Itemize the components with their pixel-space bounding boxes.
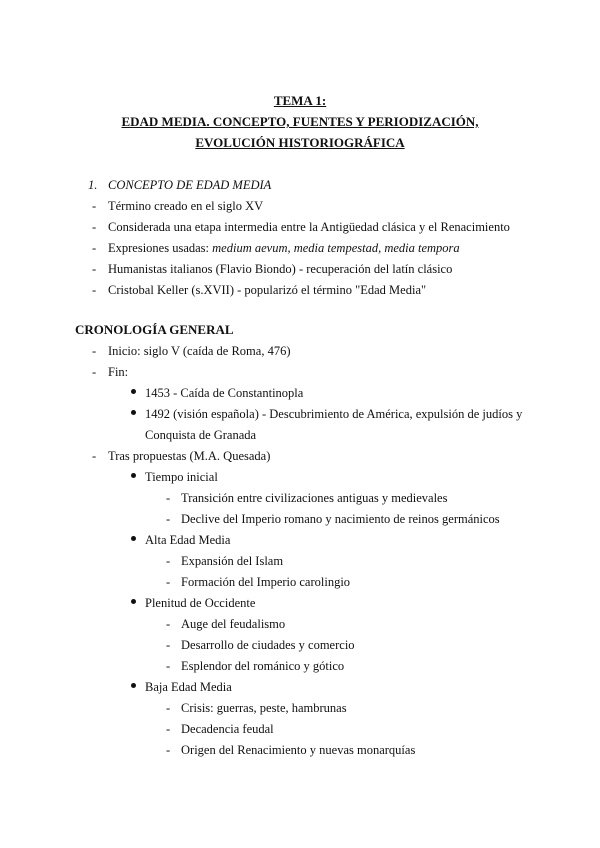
- dash-marker: -: [92, 344, 97, 358]
- dash-marker: -: [166, 659, 171, 673]
- list-item-fin: Fin:: [108, 365, 129, 379]
- bullet-dot: [131, 473, 136, 478]
- bullet-dot: [131, 599, 136, 604]
- period-item: Esplendor del románico y gótico: [181, 659, 345, 673]
- fin-item: 1453 - Caída de Constantinopla: [145, 386, 304, 400]
- dash-marker: -: [92, 283, 97, 297]
- bullet-dot: [131, 389, 136, 394]
- period-name: Baja Edad Media: [145, 680, 232, 694]
- dash-marker: -: [166, 512, 171, 526]
- page-title-line-1: TEMA 1:: [273, 93, 327, 108]
- list-item: Cristobal Keller (s.XVII) - popularizó el término "Edad Media": [108, 283, 427, 297]
- period-item: Origen del Renacimiento y nuevas monarquías: [181, 743, 416, 757]
- dash-marker: -: [166, 617, 171, 631]
- expressions-terms: medium aevum, media tempestad, media tempora: [212, 241, 460, 255]
- dash-marker: -: [92, 241, 97, 255]
- period-item: Crisis: guerras, peste, hambrunas: [181, 701, 347, 715]
- page-title-line-3: EVOLUCIÓN HISTORIOGRÁFICA: [195, 135, 405, 150]
- section2-title: CRONOLOGÍA GENERAL: [75, 322, 234, 337]
- period-item: Desarrollo de ciudades y comercio: [181, 638, 355, 652]
- fin-item-continuation: Conquista de Granada: [145, 428, 257, 442]
- period-name: Tiempo inicial: [145, 470, 218, 484]
- dash-marker: -: [166, 743, 171, 757]
- dash-marker: -: [92, 365, 97, 379]
- dash-marker: -: [166, 491, 171, 505]
- list-item: Término creado en el siglo XV: [108, 199, 264, 213]
- dash-marker: -: [166, 701, 171, 715]
- page-title-line-2: EDAD MEDIA. CONCEPTO, FUENTES Y PERIODIZACIÓN,: [121, 114, 479, 129]
- period-item: Declive del Imperio romano y nacimiento de reinos germánicos: [181, 512, 500, 526]
- period-item: Formación del Imperio carolingio: [181, 575, 351, 589]
- dash-marker: -: [92, 220, 97, 234]
- period-item: Auge del feudalismo: [181, 617, 286, 631]
- period-name: Alta Edad Media: [145, 533, 231, 547]
- list-item: Humanistas italianos (Flavio Biondo) - recuperación del latín clásico: [108, 262, 453, 276]
- dash-marker: -: [92, 262, 97, 276]
- list-item-inicio: Inicio: siglo V (caída de Roma, 476): [108, 344, 291, 358]
- dash-marker: -: [92, 449, 97, 463]
- section1-number: 1.: [88, 178, 98, 192]
- bullet-dot: [131, 683, 136, 688]
- period-item: Expansión del Islam: [181, 554, 284, 568]
- expressions-label: Expresiones usadas:: [108, 241, 213, 255]
- dash-marker: -: [166, 638, 171, 652]
- period-name: Plenitud de Occidente: [145, 596, 256, 610]
- period-item: Decadencia feudal: [181, 722, 274, 736]
- dash-marker: -: [166, 575, 171, 589]
- list-item-expressions: [108, 240, 460, 256]
- fin-item: 1492 (visión española) - Descubrimiento de América, expulsión de judíos y: [145, 407, 523, 421]
- period-item: Transición entre civilizaciones antiguas y medievales: [181, 491, 448, 505]
- list-item-propuestas: Tras propuestas (M.A. Quesada): [108, 449, 271, 463]
- bullet-dot: [131, 536, 136, 541]
- bullet-dot: [131, 410, 136, 415]
- dash-marker: -: [166, 554, 171, 568]
- list-item: Considerada una etapa intermedia entre la Antigüedad clásica y el Renacimiento: [108, 220, 510, 234]
- dash-marker: -: [92, 199, 97, 213]
- section1-title: CONCEPTO DE EDAD MEDIA: [108, 178, 272, 192]
- dash-marker: -: [166, 722, 171, 736]
